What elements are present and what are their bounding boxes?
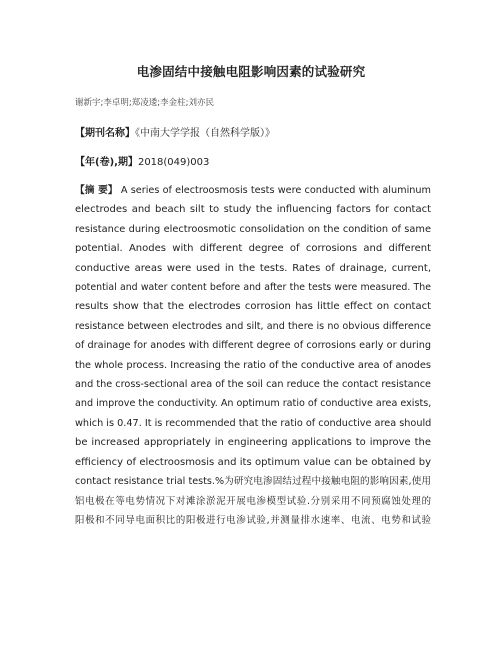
- abstract-line: electrodes and beach silt to study the influencing factors for contact: [75, 204, 431, 216]
- abstract-line: the whole process. Increasing the ratio of the conductive area of anodes: [75, 359, 431, 371]
- abstract-line: 铝电极在等电势情况下对滩涂淤泥开展电渗模型试验.分别采用不同预腐蚀处理的: [75, 495, 431, 507]
- abstract-line: and the cross-sectional area of the soil can reduce the contact resistance: [75, 379, 431, 391]
- abstract-line: potential and water content before and after the tests were measured. The: [75, 282, 431, 294]
- abstract-label: 【摘 要】: [75, 185, 118, 196]
- abstract-line: which is 0.47. It is recommended that the ratio of conductive area should: [75, 417, 432, 429]
- journal-label: 【期刊名称】: [75, 128, 135, 139]
- abstract-line: resistance between electrodes and silt, and there is no obvious difference: [75, 320, 431, 332]
- abstract-line: be increased appropriately in engineering applications to improve the: [75, 437, 431, 449]
- abstract-line: contact resistance trial tests.%为研究电渗固结过程中接触电阻的影响因素,使用: [75, 476, 431, 488]
- abstract-block: [75, 181, 431, 530]
- year-issue-label: 【年(卷),期】: [75, 157, 138, 168]
- abstract-line: conductive areas were used in the tests. Rates of drainage, current,: [75, 262, 431, 274]
- journal-name: 《中南大学学报（自然科学版）》: [135, 128, 275, 139]
- paper-title: 电渗固结中接触电阻影响因素的试验研究: [136, 64, 366, 79]
- abstract-line: 【摘 要】 A series of electroosmosis tests were conducted with aluminum: [75, 185, 431, 196]
- year-issue-info: [75, 153, 209, 168]
- abstract-line: and improve the conductivity. An optimum ratio of conductive area exists,: [75, 398, 432, 410]
- journal-info: [75, 124, 275, 139]
- abstract-line: efficiency of electroosmosis and its optimum value can be obtained by: [75, 456, 431, 468]
- abstract-line: results show that the electrodes corrosion has little effect on contact: [75, 301, 431, 313]
- abstract-line: resistance during electroosmotic consolidation on the condition of same: [75, 223, 431, 235]
- abstract-line: potential. Anodes with different degree of corrosions and different: [75, 243, 431, 255]
- abstract-line: of drainage for anodes with different degree of corrosions early or during: [75, 340, 431, 352]
- year-issue-value: 2018(049)003: [137, 157, 210, 168]
- abstract-line: 阳极和不同导电面积比的阳极进行电渗试验,并测量排水速率、电流、电势和试验: [75, 514, 431, 526]
- author-list: 谢新宇;李卓明;郑凌逶;李金柱;刘亦民: [75, 98, 214, 108]
